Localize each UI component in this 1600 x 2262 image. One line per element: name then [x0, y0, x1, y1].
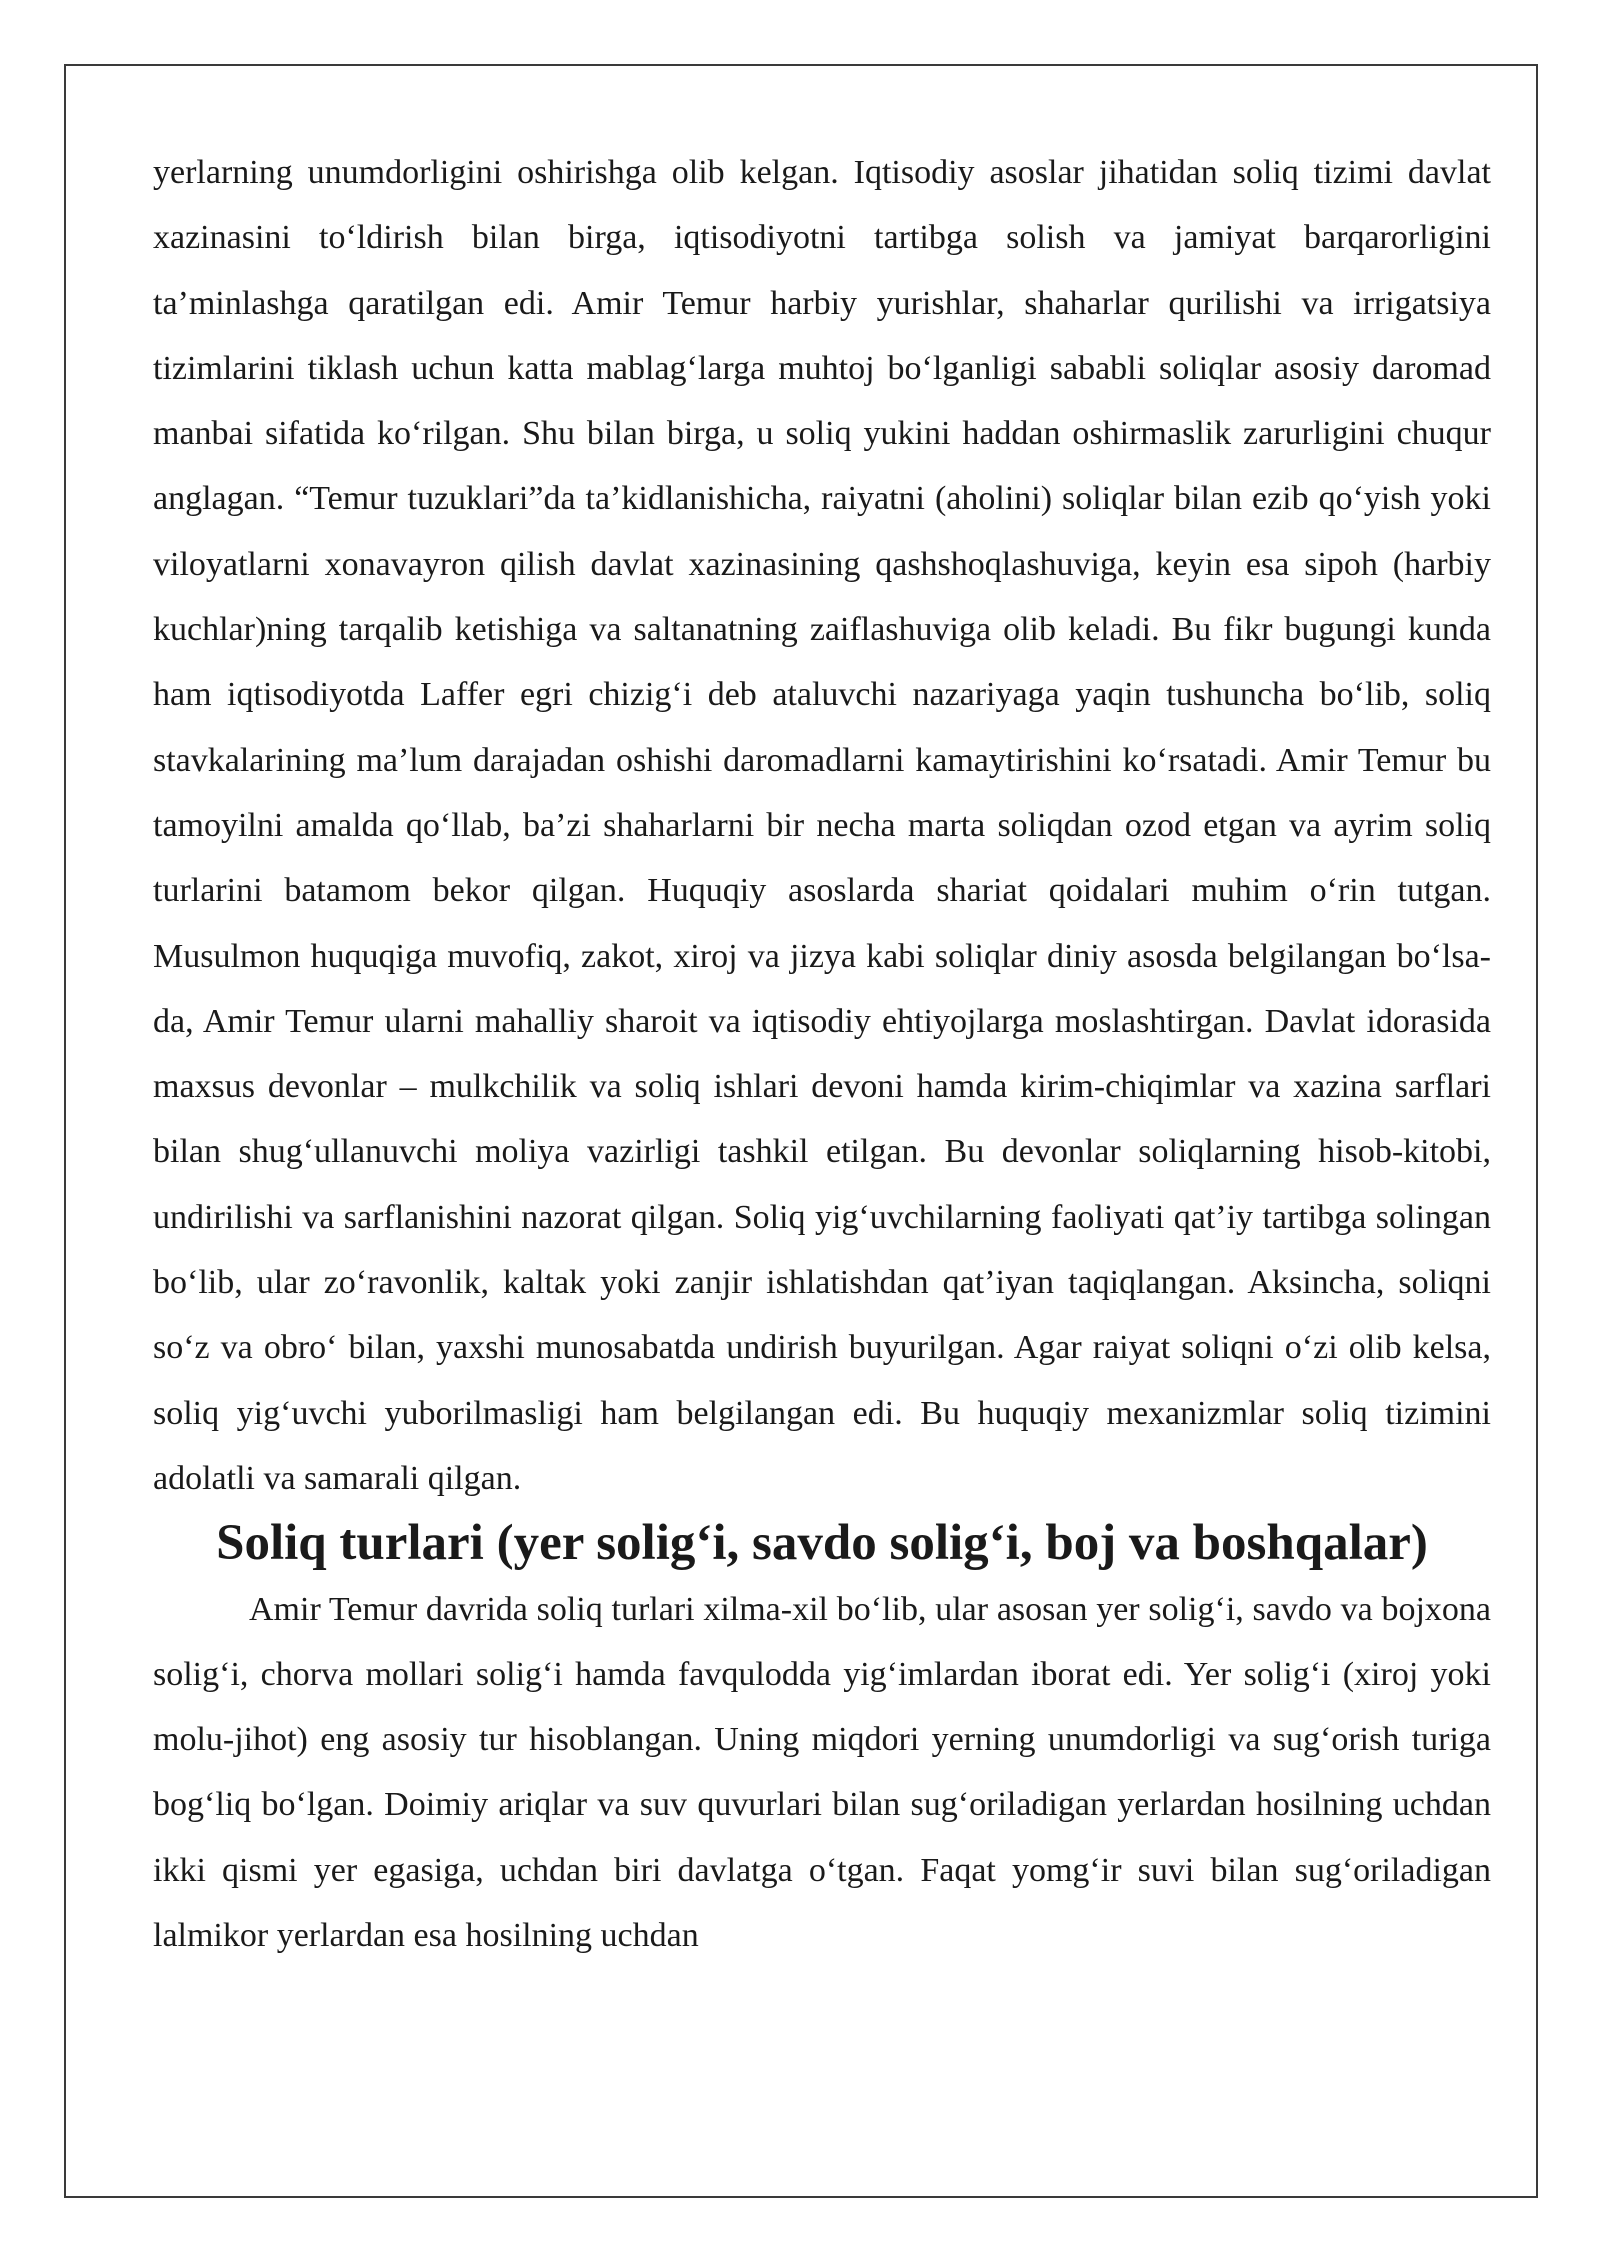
document-body — [153, 140, 1491, 1968]
section-heading: Soliq turlari (yer solig‘i, savdo solig‘i, boj va boshqalar) — [216, 1515, 1428, 1572]
body-paragraph-2: Amir Temur davrida soliq turlari xilma-xil bo‘lib, ular asosan yer solig‘i, savdo va bojxona solig‘i, chorva mollari solig‘i hamda favqulodda yig‘imlardan iborat edi. Yer solig‘i (xiroj yoki molu-jihot) eng asosiy tur hisoblangan. Uning miqdori yerning unumdorligi va sug‘orish turiga bog‘liq bo‘lgan. Doimiy ariqlar va suv quvurlari bilan sug‘oriladigan yerlardan hosilning uchdan ikki qismi yer egasiga, uchdan biri davlatga o‘tgan. Faqat yomg‘ir suvi bilan sug‘oriladigan lalmikor yerlardan esa hosilning uchdan — [153, 1590, 1491, 1955]
body-paragraph-1: yerlarning unumdorligini oshirishga olib kelgan. Iqtisodiy asoslar jihatidan soliq tizimi davlat xazinasini to‘ldirish bilan birga, iqtisodiyotni tartibga solish va jamiyat barqarorligini ta’minlashga qaratilgan edi. Amir Temur harbiy yurishlar, shaharlar qurilishi va irrigatsiya tizimlarini tiklash uchun katta mablag‘larga muhtoj bo‘lganligi sababli soliqlar asosiy daromad manbai sifatida ko‘rilgan. Shu bilan birga, u soliq yukini haddan oshirmaslik zarurligini chuqur anglagan. “Temur tuzuklari”da ta’kidlanishicha, raiyatni (aholini) soliqlar bilan ezib qo‘yish yoki viloyatlarni xonavayron qilish davlat xazinasining qashshoqlashuviga, keyin esa sipoh (harbiy kuchlar)ning tarqalib ketishiga va saltanatning zaiflashuviga olib keladi. Bu fikr bugungi kunda ham iqtisodiyotda Laffer egri chizig‘i deb ataluvchi nazariyaga yaqin tushuncha bo‘lib, soliq stavkalarining ma’lum darajadan oshishi daromadlarni kamaytirishini ko‘rsatadi. Amir Temur bu tamoyilni amalda qo‘llab, ba’zi shaharlarni bir necha marta soliqdan ozod etgan va ayrim soliq turlarini batamom bekor qilgan. Huquqiy asoslarda shariat qoidalari muhim o‘rin tutgan. Musulmon huquqiga muvofiq, zakot, xiroj va jizya kabi soliqlar diniy asosda belgilangan bo‘lsa-da, Amir Temur ularni mahalliy sharoit va iqtisodiy ehtiyojlarga moslashtirgan. Davlat idorasida maxsus devonlar – mulkchilik va soliq ishlari devoni hamda kirim-chiqimlar va xazina sarflari bilan shug‘ullanuvchi moliya vazirligi tashkil etilgan. Bu devonlar soliqlarning hisob-kitobi, undirilishi va sarflanishini nazorat qilgan. Soliq yig‘uvchilarning faoliyati qat’iy tartibga solingan bo‘lib, ular zo‘ravonlik, kaltak yoki zanjir ishlatishdan qat’iyan taqiqlangan. Aksincha, soliqni so‘z va obro‘ bilan, yaxshi munosabatda undirish buyurilgan. Agar raiyat soliqni o‘zi olib kelsa, soliq yig‘uvchi yuborilmasligi ham belgilangan edi. Bu huquqiy mexanizmlar soliq tizimini adolatli va samarali qilgan. — [153, 154, 1491, 1497]
